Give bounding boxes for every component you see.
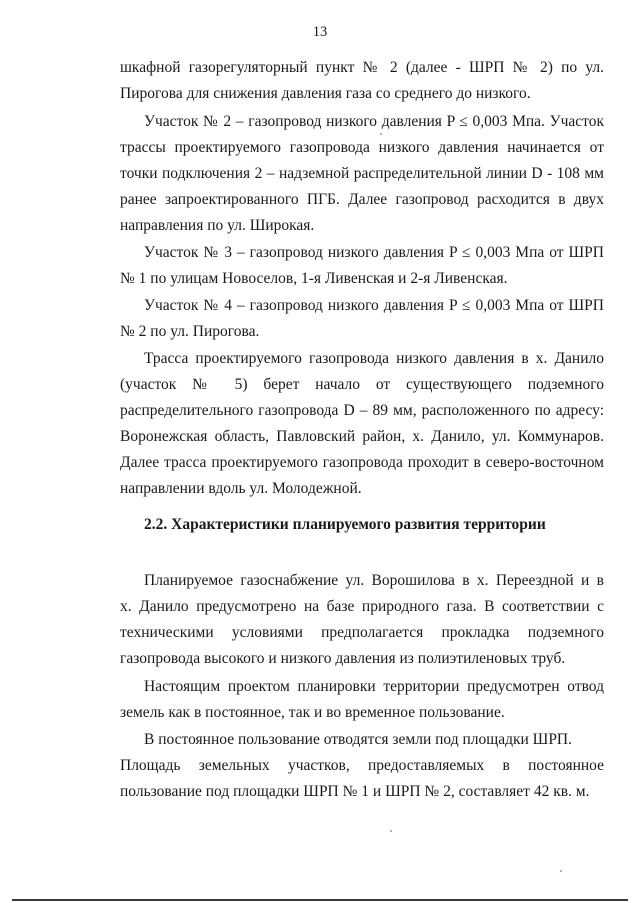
text-line: направления по ул. Широкая.: [120, 217, 315, 234]
text-line: направлении вдоль ул. Молодежной.: [120, 480, 362, 497]
text-line: Далее трасса проектируемого газопровода проходит в северо-восточном: [120, 454, 604, 471]
text-line: техническими условиями предполагается прокладка подземного: [120, 624, 604, 641]
scan-speck: [390, 830, 392, 832]
text-line: пользование под площадки ШРП № 1 и ШРП № 2, составляет 42 кв. м.: [120, 783, 590, 800]
text-line: Пирогова для снижения давления газа со среднего до низкого.: [120, 85, 531, 102]
text-line: Площадь земельных участков, предоставляемых в постоянное: [120, 757, 604, 774]
text-line: трассы проектируемого газопровода низкого давления начинается от: [120, 139, 604, 156]
text-line: Настоящим проектом планировки территории предусмотрен отвод: [144, 678, 604, 695]
text-line: № 1 по улицам Новоселов, 1-я Ливенская и 2-я Ливенская.: [120, 270, 508, 287]
scan-speck: [560, 870, 562, 872]
text-line: Участок № 4 – газопровод низкого давления P ≤ 0,003 Мпа от ШРП: [144, 297, 604, 314]
text-line: Участок № 2 – газопровод низкого давления P ≤ 0,003 Мпа. Участок: [144, 113, 604, 130]
text-line: Планируемое газоснабжение ул. Ворошилова в х. Переездной и в: [144, 572, 604, 589]
text-line: х. Данило предусмотрено на базе природного газа. В соответствии с: [120, 598, 604, 615]
scan-edge-line: [12, 899, 628, 901]
text-line: В постоянное пользование отводятся земли под площадки ШРП.: [144, 731, 573, 748]
text-line: Трасса проектируемого газопровода низкого давления в х. Данило: [144, 350, 604, 367]
text-line: точки подключения 2 – надземной распределительной линии D - 108 мм: [120, 165, 604, 182]
text-line: Воронежская область, Павловский район, х. Данило, ул. Коммунаров.: [120, 428, 604, 445]
page-number: 13: [312, 24, 328, 40]
text-line: (участок № 5) берет начало от существующего подземного: [120, 376, 604, 393]
text-line: № 2 по ул. Пирогова.: [120, 323, 260, 340]
text-line: распределительного газопровода D – 89 мм, расположенного по адресу:: [120, 402, 604, 419]
text-line: газопровода высокого и низкого давления из полиэтиленовых труб.: [120, 650, 566, 667]
scan-speck: [380, 133, 382, 135]
text-line: земель как в постоянное, так и во временное пользование.: [120, 704, 505, 721]
text-line: шкафной газорегуляторный пункт № 2 (далее - ШРП № 2) по ул.: [120, 59, 604, 76]
section-heading: 2.2. Характеристики планируемого развития территории: [144, 516, 546, 533]
text-line: ранее запроектированного ПГБ. Далее газопровод расходится в двух: [120, 191, 604, 208]
text-line: Участок № 3 – газопровод низкого давления P ≤ 0,003 Мпа от ШРП: [144, 244, 604, 261]
